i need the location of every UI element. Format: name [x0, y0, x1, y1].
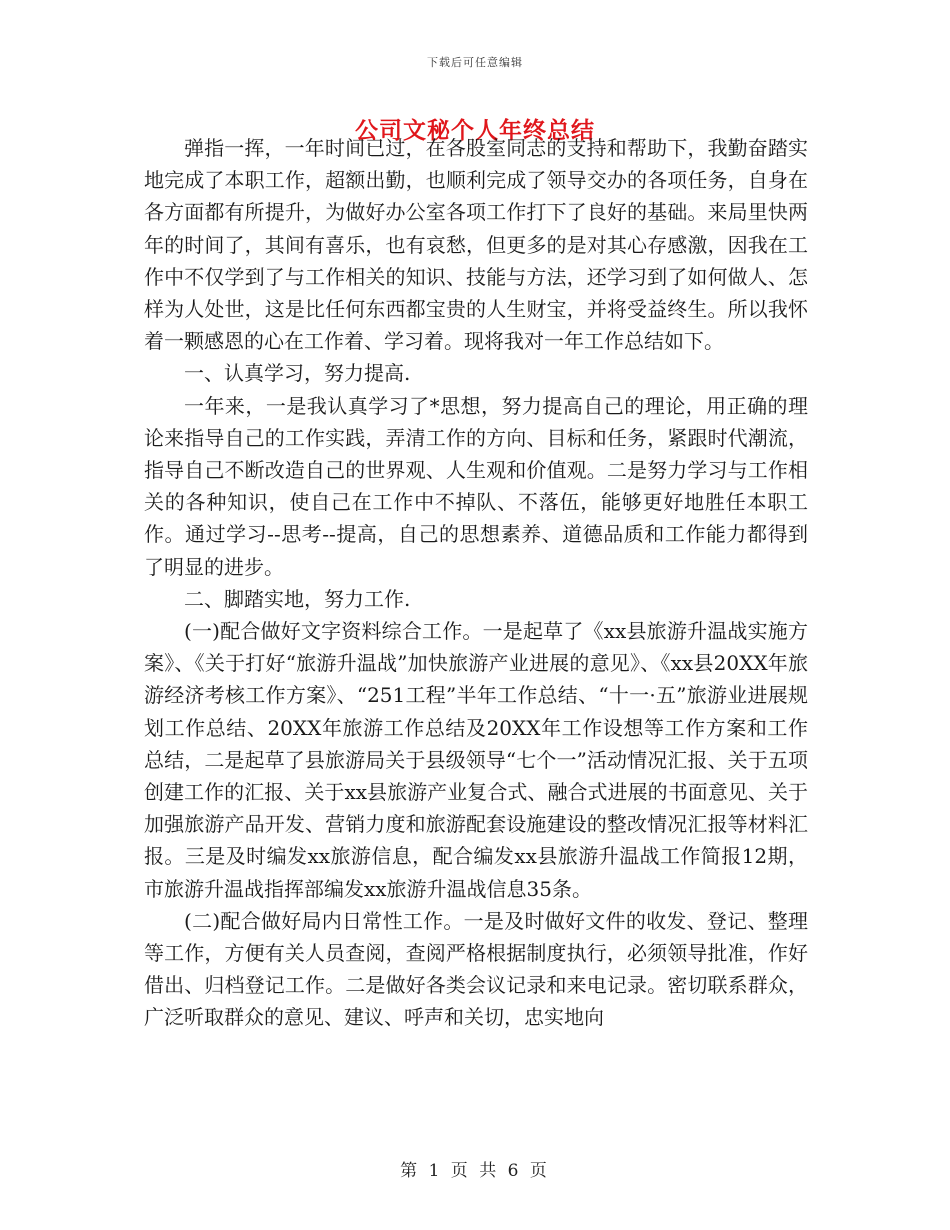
- document-title: 公司文秘个人年终总结: [355, 117, 595, 144]
- paragraph-intro: 弹指一挥，一年时间已过，在各股室同志的支持和帮助下，我勤奋踏实地完成了本职工作，超额出勤，也顺利完成了领导交办的各项任务，自身在各方面都有所提升，为做好办公室各项工作打下了良好的基础。来局里快两年的时间了，其间有喜乐，也有哀愁，但更多的是对其心存感激，因我在工作中不仅学到了与工作相关的知识、技能与方法，还学习到了如何做人、怎样为人处世，这是比任何东西都宝贵的人生财宝，并将受益终生。所以我怀着一颗感恩的心在工作着、学习着。现将我对一年工作总结如下。: [144, 136, 808, 354]
- paragraph-writing-work: (一)配合做好文字资料综合工作。一是起草了《xx县旅游升温战实施方案》、《关于打好“旅游升温战”加快旅游产业进展的意见》、《xx县20XX年旅游经济考核工作方案》、“251工程”半年工作总结、“十一·五”旅游业进展规划工作总结、20XX年旅游工作总结及20XX年工作设想等工作方案和工作总结，二是起草了县旅游局关于县级领导“七个一”活动情况汇报、关于五项创建工作的汇报、关于xx县旅游产业复合式、融合式进展的书面意见、关于加强旅游产品开发、营销力度和旅游配套设施建设的整改情况汇报等材料汇报。三是及时编发xx旅游信息，配合编发xx县旅游升温战工作简报12期，市旅游升温战指挥部编发xx旅游升温战信息35条。: [144, 619, 808, 901]
- section-heading-2: 二、脚踏实地，努力工作.: [184, 586, 411, 611]
- header-note: 下载后可任意编辑: [427, 56, 523, 69]
- paragraph-study: 一年来，一是我认真学习了*思想，努力提高自己的理论，用正确的理论来指导自己的工作实践，弄清工作的方向、目标和任务，紧跟时代潮流，指导自己不断改造自己的世界观、人生观和价值观。二是努力学习与工作相关的各种知识，使自己在工作中不掉队、不落伍，能够更好地胜任本职工作。通过学习--思考--提高，自己的思想素养、道德品质和工作能力都得到了明显的进步。: [144, 393, 808, 579]
- page-number-footer: 第 1 页 共 6 页: [400, 1161, 550, 1181]
- paragraph-daily-work: (二)配合做好局内日常性工作。一是及时做好文件的收发、登记、整理等工作，方便有关人员查阅，查阅严格根据制度执行，必须领导批准，作好借出、归档登记工作。二是做好各类会议记录和来电记录。密切联系群众，广泛听取群众的意见、建议、呼声和关切，忠实地向: [144, 908, 808, 1030]
- section-heading-1: 一、认真学习，努力提高.: [184, 361, 411, 386]
- document-body: [144, 132, 808, 1034]
